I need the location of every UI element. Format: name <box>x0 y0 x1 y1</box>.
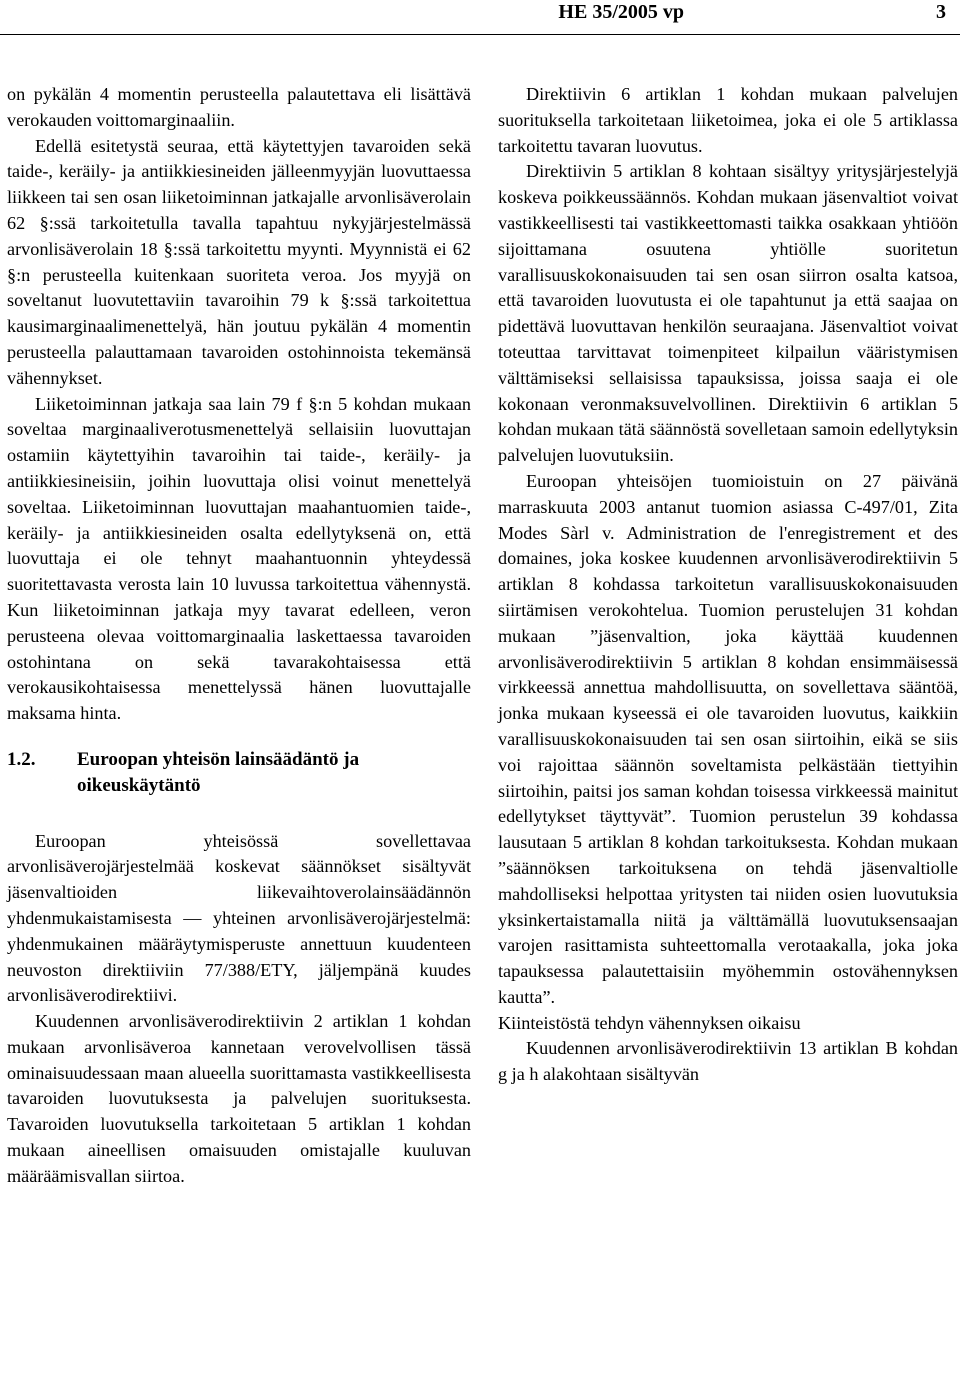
paragraph: Edellä esitetystä seuraa, että käytettyjen tavaroiden sekä taide-, keräily- ja antiikkiesineiden jälleenmyyjän luovuttaessa liikkeen tai sen osan liiketoiminnan jatkajalle arvonlisäverolain 62 §:ssä tarkoitetulla tavalla tapahtuu nykyjärjestelmässä arvonlisäverolain 18 §:ssä tarkoitettu myynti. Myynnistä ei 62 §:n perusteella kuitenkaan suoriteta veroa. Jos myyjä on soveltanut luovutettaviin tavaroihin 79 k §:ssä tarkoitettua kausimarginaalimenettelyä, hän joutuu pykälän 4 momentin perusteella palauttamaan tavaroiden ostohinnoista tekemänsä vähennykset. <box>7 135 471 388</box>
section-heading <box>7 747 471 799</box>
paragraph: Kuudennen arvonlisäverodirektiivin 13 artiklan B kohdan g ja h alakohtaan sisältyvän <box>498 1038 958 1085</box>
paragraph: Liiketoiminnan jatkaja saa lain 79 f §:n 5 kohdan mukaan soveltaa marginaaliverotusmenettelyä sellaisiin luovuttajan ostamiin käytettyihin tavaroihin tai taide-, keräily- ja antiikkiesineisiin, joihin luovuttaja olisi voinut menettelyä soveltaa. Liiketoiminnan luovuttajan maahantuomien taide-, keräily- ja antiikkiesineiden osalta edellytyksenä on, että luovuttaja ei ole tehnyt maahantuonnin yhteydessä suoritettavasta verosta lain 10 luvussa tarkoitettua vähennystä. Kun liiketoiminnan jatkaja myy tavarat edelleen, veron perusteena olevaa voittomarginaalia laskettaessa tavaroiden ostohintana on sekä tavarakohtaisessa että verokausikohtaisessa menettelyssä hänen luovuttajalle maksama hinta. <box>7 393 471 724</box>
left-column <box>7 82 471 1190</box>
section-title: Euroopan yhteisön lainsäädäntö ja oikeuskäytäntö <box>77 748 360 796</box>
page-header <box>0 0 960 38</box>
subheading: Kiinteistöstä tehdyn vähennyksen oikaisu <box>498 1012 801 1033</box>
paragraph: Direktiivin 5 artiklan 8 kohtaan sisältyy yritysjärjestelyjä koskeva poikkeussäännös. Kohdan mukaan jäsenvaltiot voivat vastikkeellisesti tai vastikkeettomasti taikka osakkaan yhtiöön sijoittamana osuutena yhtiölle suoritetun varallisuuskokonaisuuden tai sen osan siirron osalta katsoa, että tavaroiden luovutusta ei ole tapahtunut ja että saajaa on pidettävä luovuttavan henkilön seuraajana. Jäsenvaltiot voivat toteuttaa tarvittavat toimenpiteet kilpailun vääristymisen välttämiseksi sellaisissa tapauksissa, joissa saaja ei ole kokonaan veronmaksuvelvollinen. Direktiivin 6 artiklan 5 kohdan mukaan tätä säännöstä sovelletaan samoin edellytyksin palvelujen luovutuksiin. <box>498 161 958 466</box>
paragraph: Direktiivin 6 artiklan 1 kohdan mukaan palvelujen suorituksella tarkoitetaan liiketoimea, joka ei ole 5 artiklassa tarkoitettu tavaran luovutus. <box>498 84 958 156</box>
paragraph: on pykälän 4 momentin perusteella palautettava eli lisättävä verokauden voittomarginaaliin. <box>7 84 471 130</box>
paragraph: Kuudennen arvonlisäverodirektiivin 2 artiklan 1 kohdan mukaan arvonlisäveroa kannetaan verovelvollisen tässä ominaisuudessaan maan alueella suorittamasta vastikkeellisesta tavaroiden luovutuksesta ja palvelujen suorituksesta. Tavaroiden luovutuksella tarkoitetaan 5 artiklan 1 kohdan mukaan aineellisen omaisuuden omistajalle kuuluvan määräämisvallan siirtoa. <box>7 1011 471 1186</box>
paragraph: Euroopan yhteisöjen tuomioistuin on 27 päivänä marraskuuta 2003 antanut tuomion asiassa C-497/01, Zita Modes Sàrl v. Administration de l'enregistrement et des domaines, joka koskee kuudennen arvonlisäverodirektiivin 5 artiklan 8 kohdassa tarkoitetun varallisuuskokonaisuuden siirtämisen verokohtelua. Tuomion perustelujen 31 kohdan mukaan ”jäsenvaltion, joka käyttää kuudennen arvonlisäverodirektiivin 5 artiklan 8 kohdan ensimmäisessä virkkeessä annettua mahdollisuutta, on sovellettava sääntöä, jonka mukaan kyseessä ei ole tavaroiden luovutus, kaikkiin varallisuuskokonaisuuden tai sen osan siirtoihin, eikä se siis voi rajoittaa säännön soveltamista pelkästään tiettyihin siirtoihin, paitsi jos saman kohdan toisessa virkkeessä mainitut edellytykset täyttyvät”. Tuomion perustelun 39 kohdassa lausutaan 5 artiklan 8 kohdan tarkoituksesta. Kohdan mukaan ”säännöksen tarkoituksena on tehdä jäsenvaltiolle mahdolliseksi helpottaa yritysten tai niiden osien luovutuksia yksinkertaistamalla niitä ja välttämällä luovutuksensaajan varojen rasittamista suhteettomalla verotaakalla, joka joka tapauksessa palautettaisiin myöhemmin ostovähennyksen kautta”. <box>498 470 958 1007</box>
paragraph: Euroopan yhteisössä sovellettavaa arvonlisäverojärjestelmää koskevat säännökset sisältyvät jäsenvaltioiden liikevaihtoverolainsäädännön yhdenmukaistamisesta — yhteinen arvonlisäverojärjestelmä: yhdenmukainen määräytymisperuste annettuun kuudenteen neuvoston direktiiviin 77/388/ETY, jäljempänä kuudes arvonlisäverodirektiivi. <box>7 830 471 1006</box>
document-id: HE 35/2005 vp <box>558 1 684 23</box>
page-number: 3 <box>936 1 946 23</box>
header-rule <box>0 34 960 35</box>
right-column <box>498 82 958 1088</box>
section-number: 1.2. <box>7 748 36 770</box>
